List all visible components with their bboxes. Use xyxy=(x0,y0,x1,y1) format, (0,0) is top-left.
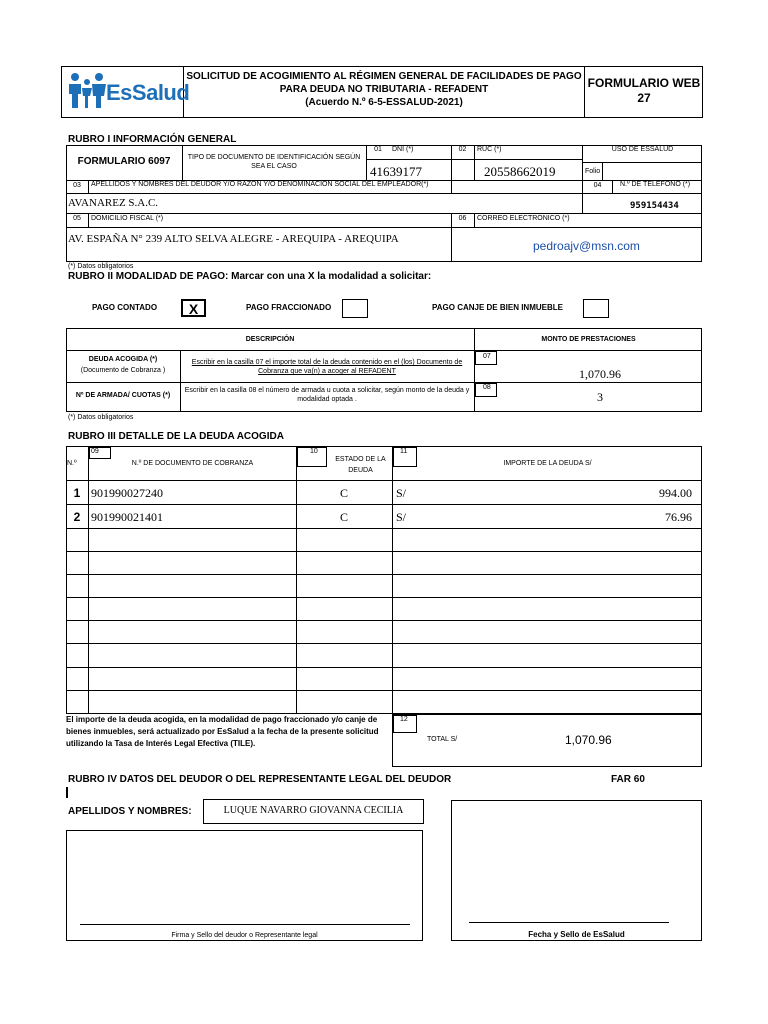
code-03: 03 xyxy=(73,182,81,189)
telefono-value[interactable]: 959154434 xyxy=(630,201,679,211)
nombres-value[interactable]: AVANAREZ S.A.C. xyxy=(68,197,159,209)
row-2-importe[interactable]: 76.96 xyxy=(665,510,692,524)
actualizacion-note: El importe de la deuda acogida, en la modalidad de pago fraccionado y/o canje de bienes inmuebles, será actualizado por EsSalud a la fecha de la presente solicitud utilizando la Tasa de Interés Legal Efectiva (TILE). xyxy=(66,715,379,748)
dni-value[interactable]: 41639177 xyxy=(370,164,422,179)
far-60: FAR 60 xyxy=(611,774,645,785)
apellidos-value[interactable]: LUQUE NAVARRO GIOVANNA CECILIA xyxy=(223,805,404,816)
row-1-estado[interactable]: C xyxy=(339,486,348,500)
apellidos-label: APELLIDOS Y NOMBRES: xyxy=(68,806,192,817)
code-04: 04 xyxy=(593,182,602,189)
pago-fraccionado-label: PAGO FRACCIONADO xyxy=(246,303,332,312)
col-importe-header: IMPORTE DE LA DEUDA S/ xyxy=(503,460,592,467)
armada-value[interactable]: 3 xyxy=(597,390,603,404)
form-web-number: 27 xyxy=(637,91,651,105)
correo-value[interactable]: pedroajv@msn.com xyxy=(533,239,640,253)
ruc-label: RUC (*) xyxy=(477,146,502,153)
col-estado-header: ESTADO DE LA DEUDA xyxy=(335,456,386,474)
row-1-currency: S/ xyxy=(396,486,407,500)
form-title-line3: (Acuerdo N.º 6-5-ESSALUD-2021) xyxy=(305,97,463,108)
pago-fraccionado-checkbox[interactable] xyxy=(342,299,368,318)
deuda-acogida-label: DEUDA ACOGIDA (*) xyxy=(88,356,158,363)
code-08: 08 xyxy=(483,384,491,391)
rubro2-note: (*) Datos obligatorios xyxy=(68,414,134,421)
code-02: 02 xyxy=(458,146,467,153)
row-1-importe[interactable]: 994.00 xyxy=(659,486,692,500)
total-value[interactable]: 1,070.96 xyxy=(565,733,612,747)
row-2-n: 2 xyxy=(73,510,81,524)
pago-contado-checkbox[interactable] xyxy=(181,299,206,317)
row-1-doc[interactable]: 901990027240 xyxy=(91,486,163,500)
code-01: 01 xyxy=(374,146,382,153)
folio-label: Folio xyxy=(585,168,601,175)
form-web-label: FORMULARIO WEB xyxy=(587,76,701,90)
correo-label: CORREO ELECTRÓNICO (*) xyxy=(477,215,570,222)
rubro3-title: RUBRO III DETALLE DE LA DEUDA ACOGIDA xyxy=(68,431,284,442)
fecha-box xyxy=(451,800,702,941)
family-icon xyxy=(66,70,108,112)
dni-label: DNI (*) xyxy=(392,146,414,153)
pago-canje-label: PAGO CANJE DE BIEN INMUEBLE xyxy=(432,303,563,312)
pago-contado-mark: X xyxy=(188,301,199,317)
row-2-doc[interactable]: 901990021401 xyxy=(91,510,163,524)
total-label: TOTAL S/ xyxy=(427,736,458,743)
rubro1-note: (*) Datos obligatorios xyxy=(68,263,134,270)
form-title-line1: SOLICITUD DE ACOGIMIENTO AL RÉGIMEN GENERAL DE FACILIDADES DE PAGO xyxy=(186,71,582,82)
armada-label: Nº DE ARMADA/ CUOTAS (*) xyxy=(75,392,171,399)
rubro1-title: RUBRO I INFORMACIÓN GENERAL xyxy=(68,134,237,145)
descripcion-header: DESCRIPCIÓN xyxy=(245,336,295,343)
code-06: 06 xyxy=(458,215,467,222)
deuda-description: Escribir en la casilla 07 el importe total de la deuda contenido en el (los) Documento de Cobranza que va(n) a acoger al REFADENT xyxy=(191,359,463,375)
row-1-n: 1 xyxy=(73,486,81,500)
deuda-value[interactable]: 1,070.96 xyxy=(579,367,621,381)
monto-header: MONTO DE PRESTACIONES xyxy=(541,336,636,343)
formulario-6097: FORMULARIO 6097 xyxy=(77,156,171,167)
row-2-estado[interactable]: C xyxy=(339,510,348,524)
ruc-value[interactable]: 20558662019 xyxy=(484,164,556,179)
form-title-line2: PARA DEUDA NO TRIBUTARIA - REFADENT xyxy=(279,84,489,95)
code-07: 07 xyxy=(483,353,491,360)
documento-cobranza-label: (Documento de Cobranza ) xyxy=(80,367,166,374)
pago-contado-label: PAGO CONTADO xyxy=(92,303,158,312)
code-10: 10 xyxy=(310,448,318,455)
nombres-label: APELLIDOS Y NOMBRES DEL DEUDOR Y/O RAZON Y/O DENOMINACION SOCIAL DEL EMPLEADOR(*) xyxy=(91,181,429,188)
telefono-label: N.º DE TELEFONO (*) xyxy=(620,181,691,188)
rubro4-title: RUBRO IV DATOS DEL DEUDOR O DEL REPRESENTANTE LEGAL DEL DEUDOR xyxy=(68,774,452,785)
logo-text: EsSalud xyxy=(106,80,190,105)
uso-essalud-label: USO DE ESSALUD xyxy=(611,146,674,153)
code-11: 11 xyxy=(400,448,408,455)
tipo-doc-label: TIPO DE DOCUMENTO DE IDENTIFICACIÓN SEGÚN SEA EL CASO xyxy=(187,154,361,170)
col-n-header: N.º xyxy=(67,460,77,467)
row-2-currency: S/ xyxy=(396,510,407,524)
rubro2-title: RUBRO II MODALIDAD DE PAGO: Marcar con una X la modalidad a solicitar: xyxy=(68,271,432,282)
pago-canje-checkbox[interactable] xyxy=(583,299,609,318)
essalud-logo xyxy=(66,70,190,112)
fecha-label: Fecha y Sello de EsSalud xyxy=(528,930,625,939)
apellidos-box xyxy=(203,799,424,824)
domicilio-label: DOMICILIO FISCAL (*) xyxy=(91,215,164,222)
armada-description: Escribir en la casilla 08 el número de armada u cuota a solicitar, según monto de la deuda y modalidad optada . xyxy=(184,387,470,403)
code-05: 05 xyxy=(73,215,81,222)
col-doc-header: N.º DE DOCUMENTO DE COBRANZA xyxy=(131,460,254,467)
code-09: 09 xyxy=(91,448,99,455)
code-12: 12 xyxy=(400,716,408,723)
firma-label: Firma y Sello del deudor o Representante legal xyxy=(171,932,318,939)
domicilio-value[interactable]: AV. ESPAÑA N° 239 ALTO SELVA ALEGRE - AREQUIPA - AREQUIPA xyxy=(68,233,399,245)
